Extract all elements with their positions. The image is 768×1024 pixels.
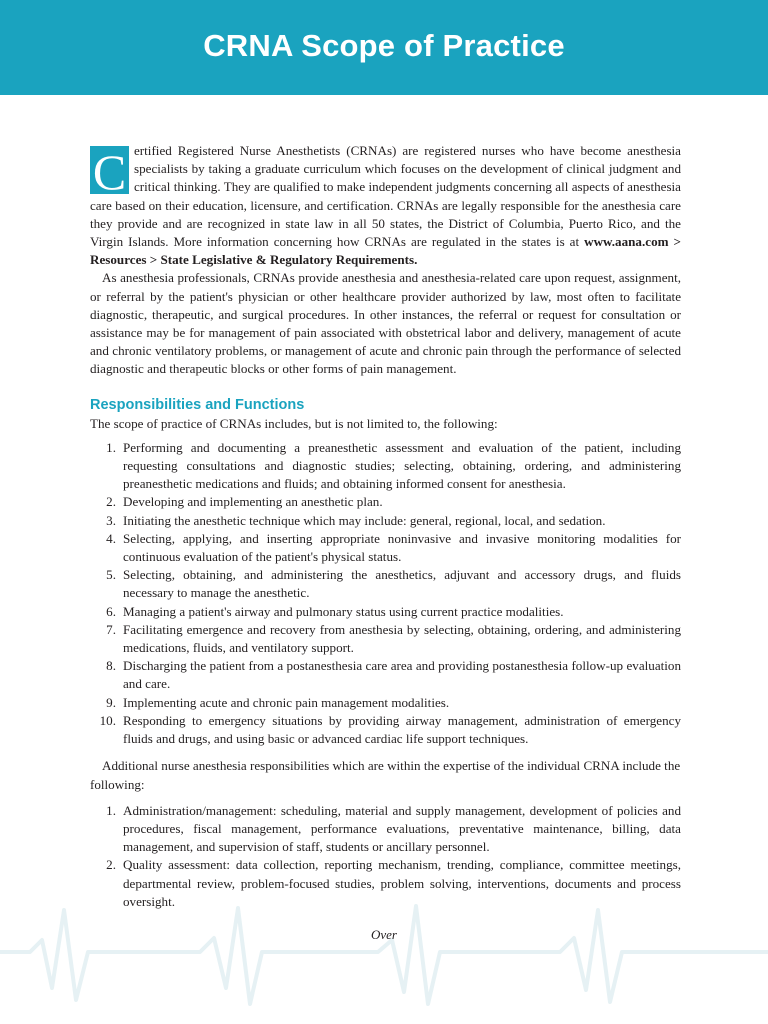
section-heading: Responsibilities and Functions	[90, 396, 305, 413]
aana-link-text: www.aana.com > Resources > State Legislative & Regulatory Requirements.	[90, 234, 681, 268]
list-item-text: Selecting, obtaining, and administering the anesthetics, adjuvant and accessory drugs, and fluids necessary to manage the anesthetic.	[123, 567, 681, 601]
heartbeat-wave-decoration	[0, 900, 768, 1024]
list-item-number: 3.	[106, 512, 116, 528]
document-body	[90, 142, 681, 911]
page-title: CRNA Scope of Practice	[203, 28, 565, 63]
list-item	[90, 493, 681, 511]
list-item-number: 10.	[99, 712, 116, 728]
list-item-number: 8.	[106, 658, 116, 674]
list-item	[90, 712, 681, 748]
drop-cap: C	[90, 146, 129, 194]
list-item-number: 2.	[106, 494, 116, 510]
list-item-text: Selecting, applying, and inserting appropriate noninvasive and invasive monitoring modalities for continuous evaluation of the patient's physical status.	[123, 530, 681, 565]
list-item	[90, 512, 681, 530]
list-item	[90, 603, 681, 621]
list-item-number: 1.	[106, 439, 116, 455]
list-item-text: Performing and documenting a preanesthetic assessment and evaluation of the patient, including requesting consultations and diagnostic studies; selecting, obtaining, ordering, and administering preanesthetic medications and fluids; and obtaining informed consent for anesthesia.	[123, 439, 681, 492]
list-item-text: Responding to emergency situations by providing airway management, administration of emergency fluids and drugs, and using basic or advanced cardiac life support techniques.	[123, 712, 681, 747]
list-item-number: 2.	[106, 857, 116, 873]
list-item	[90, 802, 681, 857]
additional-lead: Additional nurse anesthesia responsibilities which are within the expertise of the individual CRNA include the following:	[90, 758, 681, 792]
list-item-text: Administration/management: scheduling, material and supply management, development of policies and procedures, fiscal management, performance evaluations, preventative maintenance, billing, data management, and supervision of staff, students or ancillary personnel.	[123, 802, 681, 855]
list-item-number: 1.	[106, 802, 116, 818]
intro-paragraph-2: As anesthesia professionals, CRNAs provide anesthesia and anesthesia-related care upon request, assignment, or referral by the patient's physician or other healthcare provider authorized by law, most often to facilitate diagnostic, therapeutic, and surgical procedures. In other instances, the referral or request for consultation or assistance may be for management of pain associated with obstetrical labor and delivery, management of acute and chronic ventilatory problems, or management of acute and chronic pain through the performance of selected diagnostic and therapeutic blocks or other forms of pain management.	[90, 270, 681, 377]
list-item-text: Implementing acute and chronic pain management modalities.	[123, 694, 450, 710]
list-item	[90, 621, 681, 657]
list-item-text: Discharging the patient from a postanesthesia care area and providing postanesthesia follow-up evaluation and care.	[123, 658, 681, 692]
list-item	[90, 856, 681, 911]
list-item	[90, 657, 681, 693]
list-item-number: 6.	[106, 603, 116, 619]
continued-note: Over	[371, 927, 397, 942]
additional-list	[90, 802, 681, 911]
intro-paragraph-1-text: ertified Registered Nurse Anesthetists (CRNAs) are registered nurses who have become anesthesia specialists by taking a graduate curriculum which focuses on the development of clinical judgment and critical thinking. They are qualified to make independent judgments concerning all aspects of anesthesia care based on their education, licensure, and certification. CRNAs are legally responsible for the anesthesia care they provide and are recognized in state law in all 50 states, the District of Columbia, Puerto Rico, and the Virgin Islands. More information concerning how CRNAs are regulated in the states is at	[90, 143, 681, 250]
list-item-number: 4.	[106, 530, 116, 546]
list-item	[90, 566, 681, 602]
list-item-text: Facilitating emergence and recovery from anesthesia by selecting, obtaining, ordering, and administering medications, fluids, and ventilatory support.	[123, 621, 681, 656]
responsibilities-lead: The scope of practice of CRNAs includes, but is not limited to, the following:	[90, 415, 498, 431]
list-item	[90, 694, 681, 712]
list-item-text: Quality assessment: data collection, reporting mechanism, trending, compliance, committee meetings, departmental review, problem-focused studies, problem solving, interventions, documents and process oversight.	[123, 857, 681, 909]
list-item	[90, 439, 681, 494]
intro-paragraph-1	[90, 142, 681, 269]
list-item-number: 9.	[106, 694, 116, 710]
list-item-number: 7.	[106, 621, 116, 637]
list-item	[90, 530, 681, 566]
intro-section	[90, 142, 681, 379]
list-item-text: Developing and implementing an anesthetic plan.	[123, 494, 383, 510]
list-item-number: 5.	[106, 567, 116, 583]
list-item-text: Initiating the anesthetic technique which may include: general, regional, local, and sedation.	[123, 512, 606, 528]
list-item-text: Managing a patient's airway and pulmonary status using current practice modalities.	[123, 603, 564, 619]
responsibilities-list	[90, 439, 681, 748]
